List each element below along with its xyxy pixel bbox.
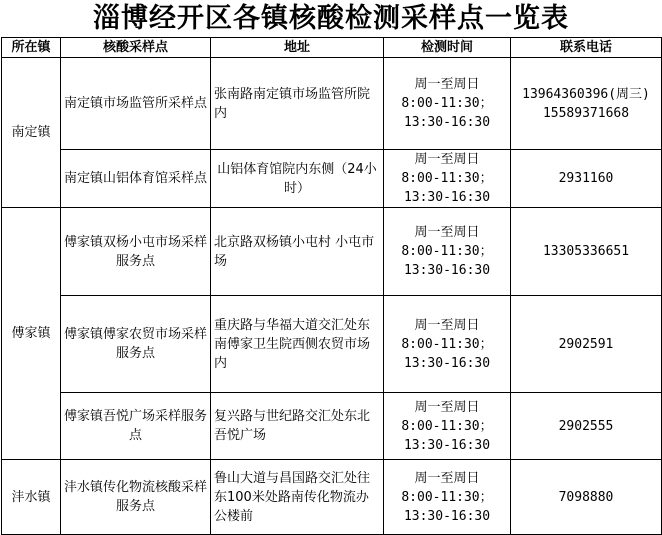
table-row bbox=[2, 208, 662, 296]
table-row bbox=[2, 393, 662, 460]
table-row bbox=[2, 460, 662, 535]
header-phone: 联系电话 bbox=[511, 38, 662, 58]
time-cell: 周一至周日 8:00-11:30； 13:30-16:30 bbox=[384, 460, 511, 535]
header-town: 所在镇 bbox=[2, 38, 61, 58]
page-title: 淄博经开区各镇核酸检测采样点一览表 bbox=[93, 3, 569, 34]
phone-cell: 2931160 bbox=[511, 150, 662, 208]
phone-cell: 13964360396(周三) 15589371668 bbox=[511, 58, 662, 150]
site-cell: 沣水镇传化物流核酸采样服务点 bbox=[61, 460, 211, 535]
time-cell: 周一至周日 8:00-11:30； 13:30-16:30 bbox=[384, 208, 511, 296]
phone-cell: 2902591 bbox=[511, 296, 662, 393]
address-cell: 复兴路与世纪路交汇处东北 吾悦广场 bbox=[211, 393, 384, 460]
header-site: 核酸采样点 bbox=[61, 38, 211, 58]
table-row bbox=[2, 296, 662, 393]
phone-cell: 13305336651 bbox=[511, 208, 662, 296]
address-cell: 北京路双杨镇小屯村 小屯市场 bbox=[211, 208, 384, 296]
time-cell: 周一至周日 8:00-11:30； 13:30-16:30 bbox=[384, 393, 511, 460]
time-cell: 周一至周日 8:00-11:30； 13:30-16:30 bbox=[384, 150, 511, 208]
address-cell: 鲁山大道与昌国路交汇处往东100米处路南传化物流办公楼前 bbox=[211, 460, 384, 535]
table-row bbox=[2, 150, 662, 208]
phone-cell: 7098880 bbox=[511, 460, 662, 535]
site-cell: 傅家镇双杨小屯市场采样服务点 bbox=[61, 208, 211, 296]
town-cell: 沣水镇 bbox=[2, 460, 61, 535]
phone-cell: 2902555 bbox=[511, 393, 662, 460]
sampling-sites-table bbox=[1, 37, 662, 535]
header-time: 检测时间 bbox=[384, 38, 511, 58]
site-cell: 南定镇山铝体育馆采样点 bbox=[61, 150, 211, 208]
table-header-row bbox=[2, 38, 662, 58]
site-cell: 傅家镇傅家农贸市场采样服务点 bbox=[61, 296, 211, 393]
table-row bbox=[2, 58, 662, 150]
town-cell: 傅家镇 bbox=[2, 208, 61, 460]
site-cell: 傅家镇吾悦广场采样服务点 bbox=[61, 393, 211, 460]
town-cell: 南定镇 bbox=[2, 58, 61, 208]
address-cell: 山铝体育馆院内东侧（24小时） bbox=[211, 150, 384, 208]
site-cell: 南定镇市场监管所采样点 bbox=[61, 58, 211, 150]
address-cell: 张南路南定镇市场监管所院内 bbox=[211, 58, 384, 150]
header-address: 地址 bbox=[211, 38, 384, 58]
address-cell: 重庆路与华福大道交汇处东南傅家卫生院西侧农贸市场内 bbox=[211, 296, 384, 393]
time-cell: 周一至周日 8:00-11:30； 13:30-16:30 bbox=[384, 296, 511, 393]
time-cell: 周一至周日 8:00-11:30； 13:30-16:30 bbox=[384, 58, 511, 150]
